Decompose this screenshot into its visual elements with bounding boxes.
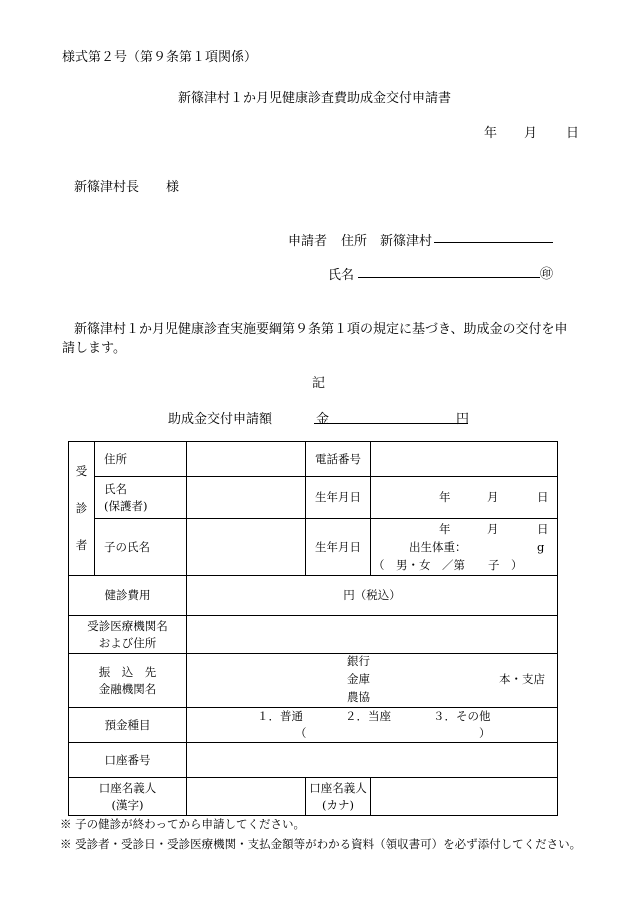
seal-mark: ㊞ xyxy=(540,267,554,282)
child-birthdate-label: 生年月日 xyxy=(306,519,371,576)
child-name-field[interactable] xyxy=(187,519,306,576)
applicant-name-field[interactable] xyxy=(358,277,540,278)
amount-field[interactable] xyxy=(314,423,468,424)
guardian-birthdate-field[interactable]: 年 月 日 xyxy=(371,477,558,519)
application-table xyxy=(68,441,558,816)
clinic-label: 受診医療機関名 および住所 xyxy=(69,616,187,654)
holder-kanji-field[interactable] xyxy=(187,778,306,816)
note-2: ※ 受診者・受診日・受診医療機関・支払金額等がわかる資料（領収書可）を必ず添付してください。 xyxy=(60,837,582,851)
applicant-name-label: 氏名 xyxy=(328,268,355,283)
addressee-honorific: 様 xyxy=(166,180,180,195)
date-month: 月 xyxy=(524,126,538,141)
amount-prefix: 金 xyxy=(316,412,330,427)
bank-label: 振 込 先 金融機関名 xyxy=(69,654,187,708)
account-type-label: 預金種目 xyxy=(69,708,187,743)
date-day: 日 xyxy=(566,126,580,141)
body-text-line-1: 新篠津村１か月児健康診査実施要綱第９条第１項の規定に基づき、助成金の交付を申 xyxy=(74,322,568,337)
child-name-label: 子の氏名 xyxy=(95,519,187,576)
gender-order-line: （ 男・女 ／第 子 ） xyxy=(373,558,523,572)
account-type-current: ２．当座 xyxy=(345,709,391,723)
holder-kana-label: 口座名義人 (カナ) xyxy=(306,778,371,816)
account-type-ordinary: １．普通 xyxy=(257,709,303,723)
form-number: 様式第２号（第９条第１項関係） xyxy=(62,50,258,65)
amount-label: 助成金交付申請額 xyxy=(168,412,273,427)
account-number-field[interactable] xyxy=(187,743,558,778)
guardian-birthdate-label: 生年月日 xyxy=(306,477,371,519)
phone-label: 電話番号 xyxy=(306,442,371,477)
note-1: ※ 子の健診が終わってから申請してください。 xyxy=(60,817,306,831)
ki-heading: 記 xyxy=(312,376,326,391)
body-text-line-2: 請します。 xyxy=(62,341,126,356)
phone-field[interactable] xyxy=(371,442,558,477)
account-type-other-paren: （ ） xyxy=(295,726,491,740)
fee-label: 健診費用 xyxy=(69,576,187,616)
amount-unit: 円 xyxy=(456,412,470,427)
address-field[interactable] xyxy=(187,442,306,477)
holder-kana-field[interactable] xyxy=(371,778,558,816)
clinic-field[interactable] xyxy=(187,616,558,654)
guardian-name-field[interactable] xyxy=(187,477,306,519)
birth-weight-label: 出生体重： xyxy=(409,540,467,554)
account-type-other: ３．その他 xyxy=(433,709,491,723)
document-title: 新篠津村１か月児健康診査費助成金交付申請書 xyxy=(178,91,452,106)
account-number-label: 口座番号 xyxy=(69,743,187,778)
date-year: 年 xyxy=(484,126,498,141)
applicant-address-field[interactable] xyxy=(434,242,553,243)
addressee-name: 新篠津村長 xyxy=(74,180,140,195)
examinee-vertical-label: 受 診 者 xyxy=(69,442,95,576)
applicant-label: 申請者 xyxy=(288,234,328,249)
fee-field[interactable]: 円（税込） xyxy=(187,576,558,616)
bank-field[interactable]: 銀行 金庫 農協 本・支店 xyxy=(187,654,558,708)
holder-kanji-label: 口座名義人 (漢字) xyxy=(69,778,187,816)
child-birth-info-field[interactable]: 年 月 日 出生体重： g （ 男・女 ／第 子 ） xyxy=(371,519,558,576)
guardian-name-label: 氏名 (保護者) xyxy=(95,477,187,519)
address-label: 住所 xyxy=(95,442,187,477)
applicant-address-label: 住所 xyxy=(341,234,368,249)
birth-weight-unit: g xyxy=(537,540,545,554)
applicant-address-prefix: 新篠津村 xyxy=(380,234,433,249)
account-type-field[interactable] xyxy=(187,708,558,743)
